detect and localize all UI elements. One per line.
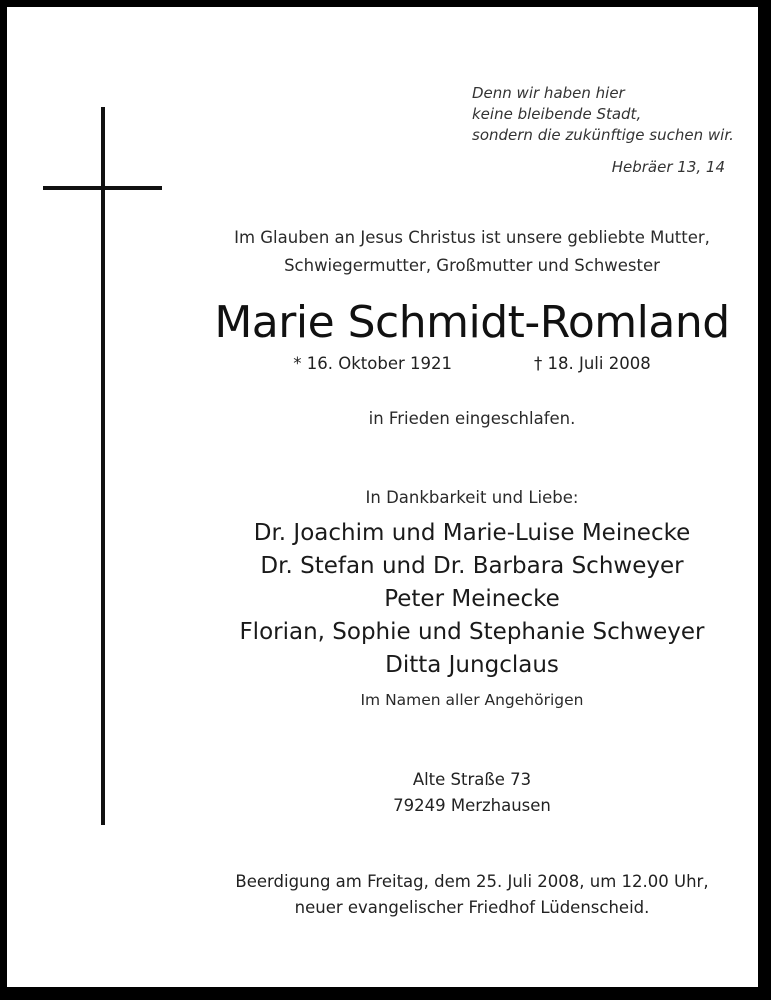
funeral-line: neuer evangelischer Friedhof Lüdenscheid. (294, 898, 650, 917)
mourner-name: Dr. Stefan und Dr. Barbara Schweyer (260, 553, 684, 579)
funeral-line: Beerdigung am Freitag, dem 25. Juli 2008, um 12.00 Uhr, (235, 872, 709, 891)
mourner-name: Peter Meinecke (384, 586, 560, 612)
behalf-text: Im Namen aller Angehörigen (360, 691, 584, 709)
obituary-card (7, 7, 758, 987)
life-dates (187, 351, 757, 377)
thanks-text: In Dankbarkeit und Liebe: (365, 488, 579, 507)
cross-icon-horizontal-bar (43, 186, 162, 190)
mourner-name: Ditta Jungclaus (385, 652, 559, 678)
death-date: † 18. Juli 2008 (534, 354, 651, 373)
birth-date: * 16. Oktober 1921 (293, 354, 452, 373)
address-city: 79249 Merzhausen (393, 796, 551, 815)
cross-icon-vertical-bar (101, 107, 105, 825)
address-street: Alte Straße 73 (412, 770, 532, 789)
verse-line: sondern die zukünftige suchen wir. (472, 126, 734, 144)
intro-line: Im Glauben an Jesus Christus ist unsere gebliebte Mutter, (234, 228, 710, 247)
peace-text: in Frieden eingeschlafen. (368, 409, 576, 428)
verse-line: keine bleibende Stadt, (472, 105, 642, 123)
mourners-list (187, 517, 757, 682)
funeral-details (187, 869, 757, 921)
deceased-name: Marie Schmidt-Romland (214, 297, 730, 348)
intro-line: Schwiegermutter, Großmutter und Schwester (284, 256, 660, 275)
address (187, 767, 757, 819)
bible-verse (472, 83, 734, 146)
intro-text (187, 224, 757, 280)
verse-reference: Hebräer 13, 14 (611, 158, 725, 176)
mourner-name: Florian, Sophie und Stephanie Schweyer (239, 619, 705, 645)
verse-line: Denn wir haben hier (472, 84, 625, 102)
mourner-name: Dr. Joachim und Marie-Luise Meinecke (253, 520, 691, 546)
